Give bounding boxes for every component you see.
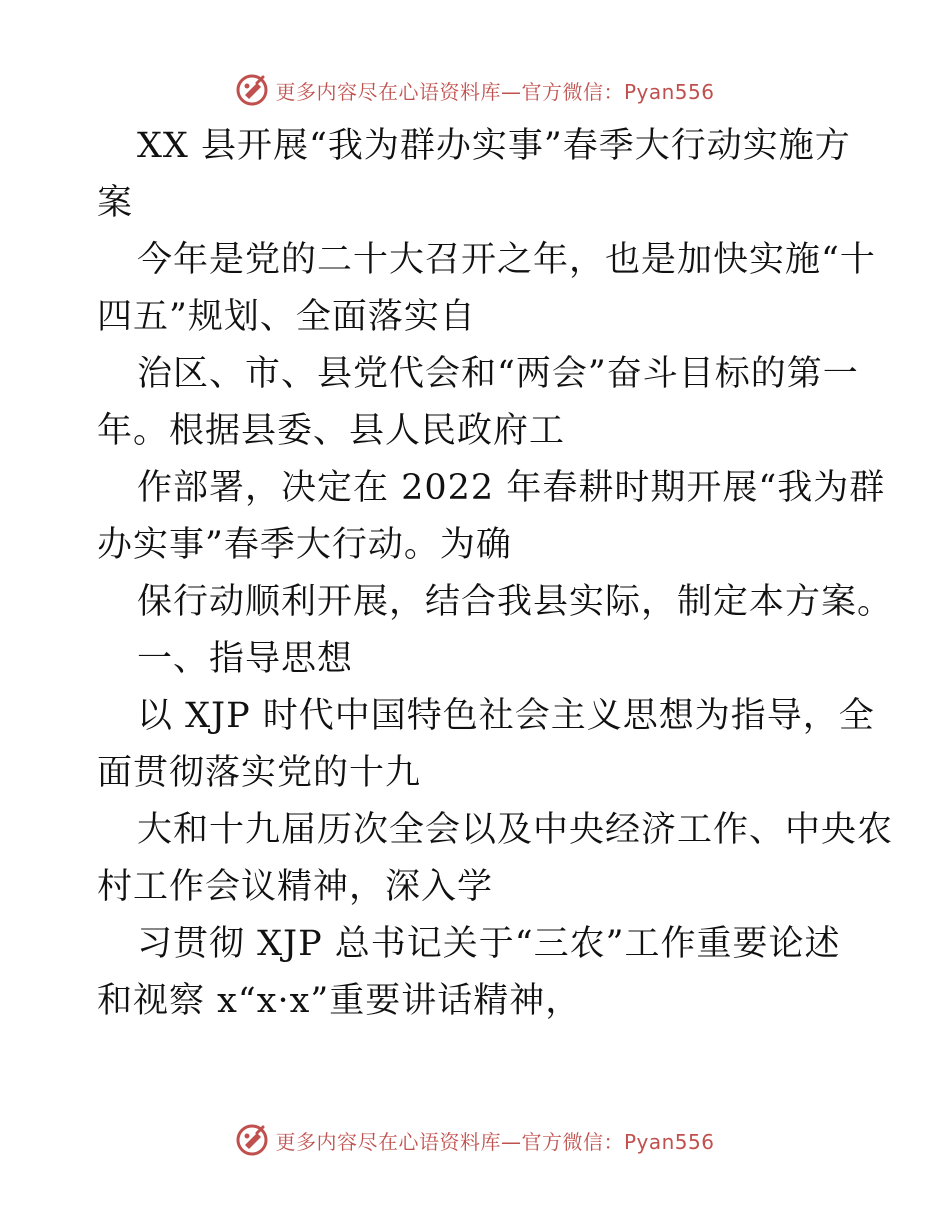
paragraph-line: 治区、市、县党代会和“两会”奋斗目标的第一 (137, 354, 859, 394)
logo-icon (235, 1123, 269, 1157)
section-heading: 一、指导思想 (137, 639, 354, 679)
logo-icon (235, 73, 269, 107)
watermark-text: 更多内容尽在心语资料库—官方微信：Pyan556 (275, 1129, 715, 1154)
paragraph-line: 办实事”春季大行动。为确 (97, 525, 512, 565)
document-title-line-1: XX 县开展“我为群办实事”春季大行动实施方 (137, 126, 851, 166)
paragraph-line: 和视察 x“x·x”重要讲话精神， (97, 981, 582, 1021)
paragraph-line: 保行动顺利开展，结合我县实际，制定本方案。 (137, 582, 894, 622)
paragraph-line: 年。根据县委、县人民政府工 (97, 411, 566, 451)
paragraph-line: 作部署，决定在 2022 年春耕时期开展“我为群 (137, 468, 886, 508)
paragraph-line: 今年是党的二十大召开之年，也是加快实施“十 (137, 240, 876, 280)
watermark-text: 更多内容尽在心语资料库—官方微信：Pyan556 (275, 79, 715, 104)
paragraph-line: 习贯彻 XJP 总书记关于“三农”工作重要论述 (137, 924, 841, 964)
paragraph-line: 以 XJP 时代中国特色社会主义思想为指导，全 (137, 696, 875, 736)
paragraph-line: 大和十九届历次全会以及中央经济工作、中央农 (137, 810, 894, 850)
header-watermark (0, 70, 950, 110)
paragraph-line: 面贯彻落实党的十九 (97, 753, 422, 793)
footer-watermark (0, 1120, 950, 1160)
document-title-line-2: 案 (97, 183, 134, 223)
paragraph-line: 四五”规划、全面落实自 (97, 297, 476, 337)
paragraph-line: 村工作会议精神，深入学 (97, 867, 494, 907)
document-body (97, 118, 894, 1030)
